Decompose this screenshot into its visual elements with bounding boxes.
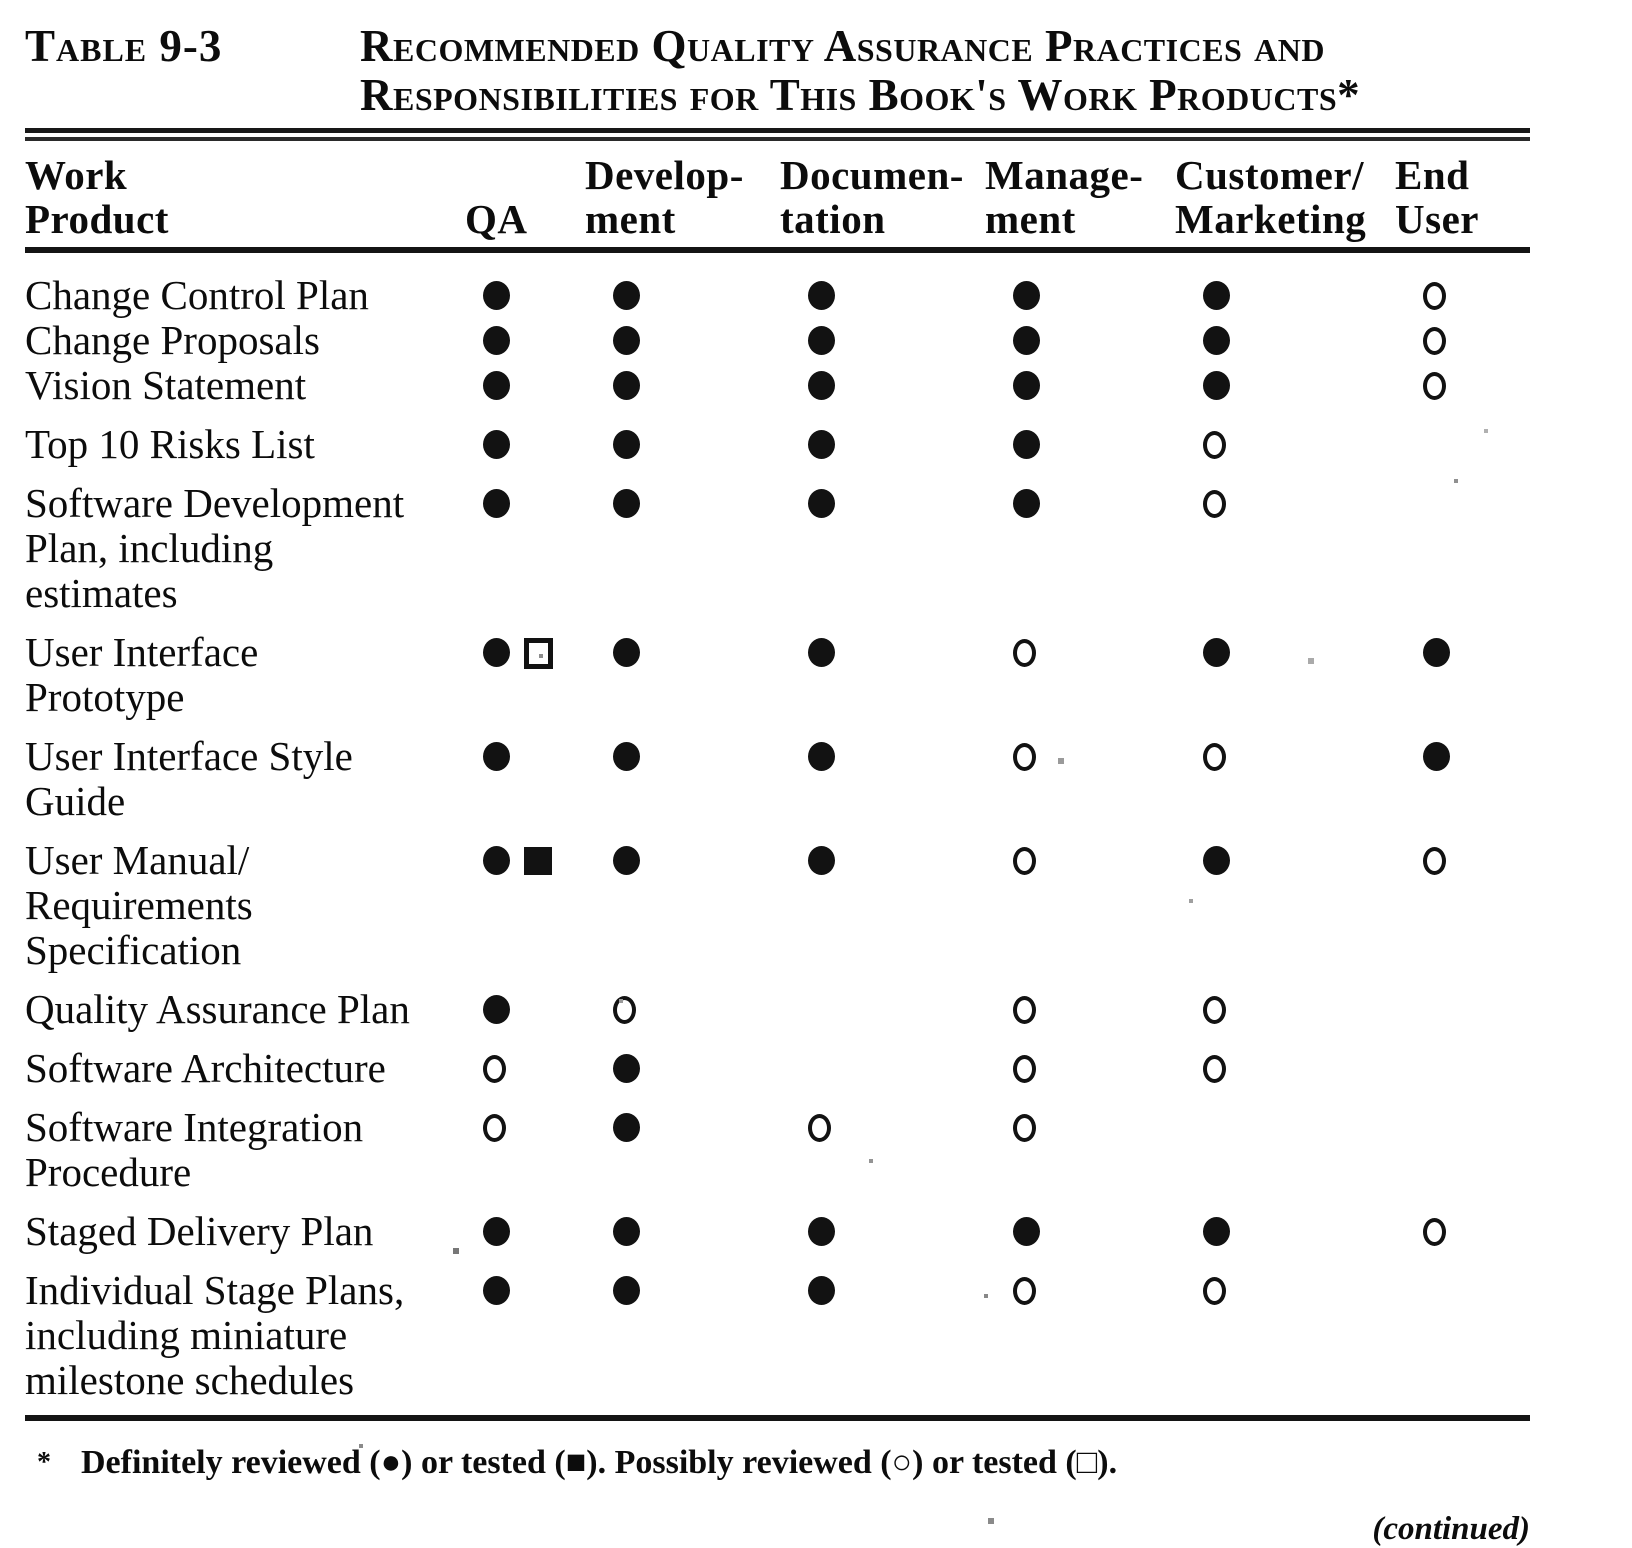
column-header-end_user: End User xyxy=(1395,152,1479,242)
table-row xyxy=(25,1046,1530,1091)
mark-cell-management xyxy=(985,734,1175,824)
scan-noise xyxy=(0,0,2,2)
mark-cell-customer_marketing xyxy=(1175,987,1395,1032)
filled-square-icon xyxy=(524,847,552,875)
continued-note: (continued) xyxy=(1372,1511,1530,1547)
table-row xyxy=(25,273,1530,318)
filled-circle-icon xyxy=(613,1113,640,1142)
filled-circle-icon xyxy=(613,326,640,355)
filled-circle-icon xyxy=(613,1217,640,1246)
filled-circle-icon xyxy=(1203,326,1230,355)
mark-cell-documentation xyxy=(780,630,985,720)
filled-circle-icon xyxy=(613,489,640,518)
work-product-name: User Interface Style Guide xyxy=(25,733,353,824)
open-circle-icon xyxy=(1423,282,1446,310)
work-product-name: Quality Assurance Plan xyxy=(25,986,410,1032)
work-product-name: Vision Statement xyxy=(25,362,307,408)
open-circle-icon xyxy=(613,996,636,1024)
filled-circle-icon xyxy=(808,638,835,667)
table-row xyxy=(25,1268,1530,1403)
open-circle-icon xyxy=(1423,372,1446,400)
filled-circle-icon xyxy=(483,846,510,875)
work-product-name: Change Control Plan xyxy=(25,272,369,318)
open-circle-icon xyxy=(483,1055,506,1083)
mark-cell-end_user xyxy=(1395,363,1530,408)
filled-circle-icon xyxy=(1013,430,1040,459)
filled-circle-icon xyxy=(1013,1217,1040,1246)
table-body xyxy=(25,253,1530,1403)
open-circle-icon xyxy=(1013,1114,1036,1142)
open-circle-icon xyxy=(1203,1277,1226,1305)
filled-circle-icon xyxy=(483,1276,510,1305)
mark-cell-customer_marketing xyxy=(1175,734,1395,824)
mark-cell-customer_marketing xyxy=(1175,1105,1395,1195)
filled-circle-icon xyxy=(808,430,835,459)
mark-cell-end_user xyxy=(1395,838,1530,973)
filled-circle-icon xyxy=(483,281,510,310)
table-header-row xyxy=(25,141,1530,247)
filled-circle-icon xyxy=(1013,281,1040,310)
mark-cell-end_user xyxy=(1395,481,1530,616)
column-header-development: Develop- ment xyxy=(585,152,744,242)
filled-circle-icon xyxy=(1013,489,1040,518)
filled-circle-icon xyxy=(808,1217,835,1246)
filled-circle-icon xyxy=(613,1276,640,1305)
mark-cell-qa xyxy=(455,422,585,467)
open-square-icon xyxy=(524,638,553,669)
open-circle-icon xyxy=(1013,996,1036,1024)
mark-cell-end_user xyxy=(1395,1046,1530,1091)
mark-cell-documentation xyxy=(780,422,985,467)
filled-circle-icon xyxy=(808,371,835,400)
mark-cell-qa xyxy=(455,363,585,408)
mark-cell-management xyxy=(985,422,1175,467)
open-circle-icon xyxy=(808,1114,831,1142)
mark-cell-development xyxy=(585,1046,780,1091)
mark-cell-end_user xyxy=(1395,422,1530,467)
filled-circle-icon xyxy=(613,1054,640,1083)
open-circle-icon xyxy=(1013,1055,1036,1083)
filled-circle-icon xyxy=(613,846,640,875)
mark-cell-documentation xyxy=(780,363,985,408)
filled-circle-icon xyxy=(483,742,510,771)
mark-cell-customer_marketing xyxy=(1175,422,1395,467)
mark-cell-customer_marketing xyxy=(1175,630,1395,720)
open-circle-icon xyxy=(1203,431,1226,459)
filled-circle-icon xyxy=(483,638,510,667)
filled-circle-icon xyxy=(613,638,640,667)
mark-cell-development xyxy=(585,363,780,408)
mark-cell-end_user xyxy=(1395,1105,1530,1195)
mark-cell-development xyxy=(585,838,780,973)
mark-cell-end_user xyxy=(1395,734,1530,824)
footnote-text: Definitely reviewed (●) or tested (■). Possibly reviewed (○) or tested (□). xyxy=(81,1444,1118,1481)
mark-cell-documentation xyxy=(780,1046,985,1091)
open-circle-icon xyxy=(1423,1218,1446,1246)
table-row xyxy=(25,363,1530,408)
open-circle-icon xyxy=(1203,996,1226,1024)
mark-cell-customer_marketing xyxy=(1175,481,1395,616)
column-header-qa: QA xyxy=(465,196,528,242)
mark-cell-development xyxy=(585,481,780,616)
filled-circle-icon xyxy=(613,430,640,459)
work-product-name: Software Integration Procedure xyxy=(25,1104,364,1195)
footnote xyxy=(25,1443,1530,1483)
column-header-customer_marketing: Customer/ Marketing xyxy=(1175,152,1367,242)
mark-cell-development xyxy=(585,1209,780,1254)
mark-cell-customer_marketing xyxy=(1175,838,1395,973)
mark-cell-management xyxy=(985,630,1175,720)
mark-cell-management xyxy=(985,363,1175,408)
filled-circle-icon xyxy=(483,430,510,459)
mark-cell-management xyxy=(985,1046,1175,1091)
table-caption-label: Table 9-3 xyxy=(25,21,223,71)
mark-cell-management xyxy=(985,1105,1175,1195)
mark-cell-qa xyxy=(455,987,585,1032)
mark-cell-end_user xyxy=(1395,1209,1530,1254)
work-product-name: Top 10 Risks List xyxy=(25,421,315,467)
mark-cell-qa xyxy=(455,318,585,363)
mark-cell-qa xyxy=(455,273,585,318)
mark-cell-management xyxy=(985,987,1175,1032)
table-row xyxy=(25,630,1530,720)
mark-cell-qa xyxy=(455,734,585,824)
filled-circle-icon xyxy=(1203,281,1230,310)
mark-cell-customer_marketing xyxy=(1175,1268,1395,1403)
open-circle-icon xyxy=(1203,743,1226,771)
qa-practices-table xyxy=(25,128,1530,1421)
mark-cell-documentation xyxy=(780,838,985,973)
mark-cell-end_user xyxy=(1395,1268,1530,1403)
table-row xyxy=(25,1105,1530,1195)
open-circle-icon xyxy=(1013,743,1036,771)
table-title-line2: Responsibilities for This Book's Work Products* xyxy=(360,70,1361,120)
table-caption xyxy=(25,22,1602,120)
open-circle-icon xyxy=(483,1114,506,1142)
mark-cell-qa xyxy=(455,1268,585,1403)
filled-circle-icon xyxy=(808,281,835,310)
work-product-name: Individual Stage Plans, including miniature milestone schedules xyxy=(25,1267,405,1403)
table-row xyxy=(25,481,1530,616)
mark-cell-management xyxy=(985,481,1175,616)
mark-cell-customer_marketing xyxy=(1175,1209,1395,1254)
table-title-line1: Recommended Quality Assurance Practices and xyxy=(360,21,1325,71)
column-header-management: Manage- ment xyxy=(985,152,1144,242)
mark-cell-management xyxy=(985,273,1175,318)
mark-cell-management xyxy=(985,1268,1175,1403)
filled-circle-icon xyxy=(1423,638,1450,667)
work-product-name: Software Architecture xyxy=(25,1045,386,1091)
mark-cell-documentation xyxy=(780,273,985,318)
open-circle-icon xyxy=(1203,1055,1226,1083)
filled-circle-icon xyxy=(613,371,640,400)
table-row xyxy=(25,987,1530,1032)
mark-cell-customer_marketing xyxy=(1175,318,1395,363)
work-product-name: User Interface Prototype xyxy=(25,629,259,720)
column-header-documentation: Documen- tation xyxy=(780,152,964,242)
filled-circle-icon xyxy=(1203,371,1230,400)
mark-cell-end_user xyxy=(1395,273,1530,318)
mark-cell-qa xyxy=(455,481,585,616)
table-row xyxy=(25,318,1530,363)
table-row xyxy=(25,1209,1530,1254)
mark-cell-management xyxy=(985,1209,1175,1254)
filled-circle-icon xyxy=(613,742,640,771)
open-circle-icon xyxy=(1203,490,1226,518)
mark-cell-documentation xyxy=(780,734,985,824)
filled-circle-icon xyxy=(483,995,510,1024)
table-row xyxy=(25,838,1530,973)
mark-cell-development xyxy=(585,1105,780,1195)
filled-circle-icon xyxy=(1013,326,1040,355)
filled-circle-icon xyxy=(613,281,640,310)
mark-cell-end_user xyxy=(1395,630,1530,720)
filled-circle-icon xyxy=(808,326,835,355)
mark-cell-qa xyxy=(455,1105,585,1195)
table-row xyxy=(25,734,1530,824)
footnote-marker: * xyxy=(37,1447,51,1478)
open-circle-icon xyxy=(1013,639,1036,667)
table-bottom-rule xyxy=(25,1415,1530,1421)
work-product-name: Staged Delivery Plan xyxy=(25,1208,374,1254)
mark-cell-qa xyxy=(455,630,585,720)
mark-cell-qa xyxy=(455,1046,585,1091)
open-circle-icon xyxy=(1013,847,1036,875)
table-caption-title xyxy=(360,22,1360,120)
mark-cell-end_user xyxy=(1395,987,1530,1032)
filled-circle-icon xyxy=(808,846,835,875)
filled-circle-icon xyxy=(1013,371,1040,400)
filled-circle-icon xyxy=(808,489,835,518)
mark-cell-management xyxy=(985,838,1175,973)
mark-cell-management xyxy=(985,318,1175,363)
mark-cell-development xyxy=(585,318,780,363)
filled-circle-icon xyxy=(1203,638,1230,667)
work-product-name: User Manual/ Requirements Specification xyxy=(25,837,253,973)
open-circle-icon xyxy=(1423,327,1446,355)
filled-circle-icon xyxy=(1423,742,1450,771)
mark-cell-documentation xyxy=(780,481,985,616)
mark-cell-development xyxy=(585,734,780,824)
column-header-work_product: Work Product xyxy=(25,152,169,242)
mark-cell-documentation xyxy=(780,1105,985,1195)
filled-circle-icon xyxy=(483,489,510,518)
mark-cell-qa xyxy=(455,1209,585,1254)
mark-cell-documentation xyxy=(780,318,985,363)
open-circle-icon xyxy=(1013,1277,1036,1305)
filled-circle-icon xyxy=(1203,1217,1230,1246)
mark-cell-development xyxy=(585,987,780,1032)
mark-cell-end_user xyxy=(1395,318,1530,363)
filled-circle-icon xyxy=(483,371,510,400)
mark-cell-customer_marketing xyxy=(1175,363,1395,408)
open-circle-icon xyxy=(1423,847,1446,875)
filled-circle-icon xyxy=(483,1217,510,1246)
filled-circle-icon xyxy=(808,742,835,771)
mark-cell-documentation xyxy=(780,987,985,1032)
table-top-rule xyxy=(25,128,1530,141)
mark-cell-development xyxy=(585,630,780,720)
work-product-name: Software Development Plan, including estimates xyxy=(25,480,405,616)
mark-cell-customer_marketing xyxy=(1175,273,1395,318)
mark-cell-documentation xyxy=(780,1209,985,1254)
filled-circle-icon xyxy=(1203,846,1230,875)
mark-cell-qa xyxy=(455,838,585,973)
mark-cell-development xyxy=(585,273,780,318)
work-product-name: Change Proposals xyxy=(25,317,320,363)
mark-cell-development xyxy=(585,1268,780,1403)
mark-cell-development xyxy=(585,422,780,467)
filled-circle-icon xyxy=(808,1276,835,1305)
table-row xyxy=(25,422,1530,467)
filled-circle-icon xyxy=(483,326,510,355)
mark-cell-documentation xyxy=(780,1268,985,1403)
mark-cell-customer_marketing xyxy=(1175,1046,1395,1091)
